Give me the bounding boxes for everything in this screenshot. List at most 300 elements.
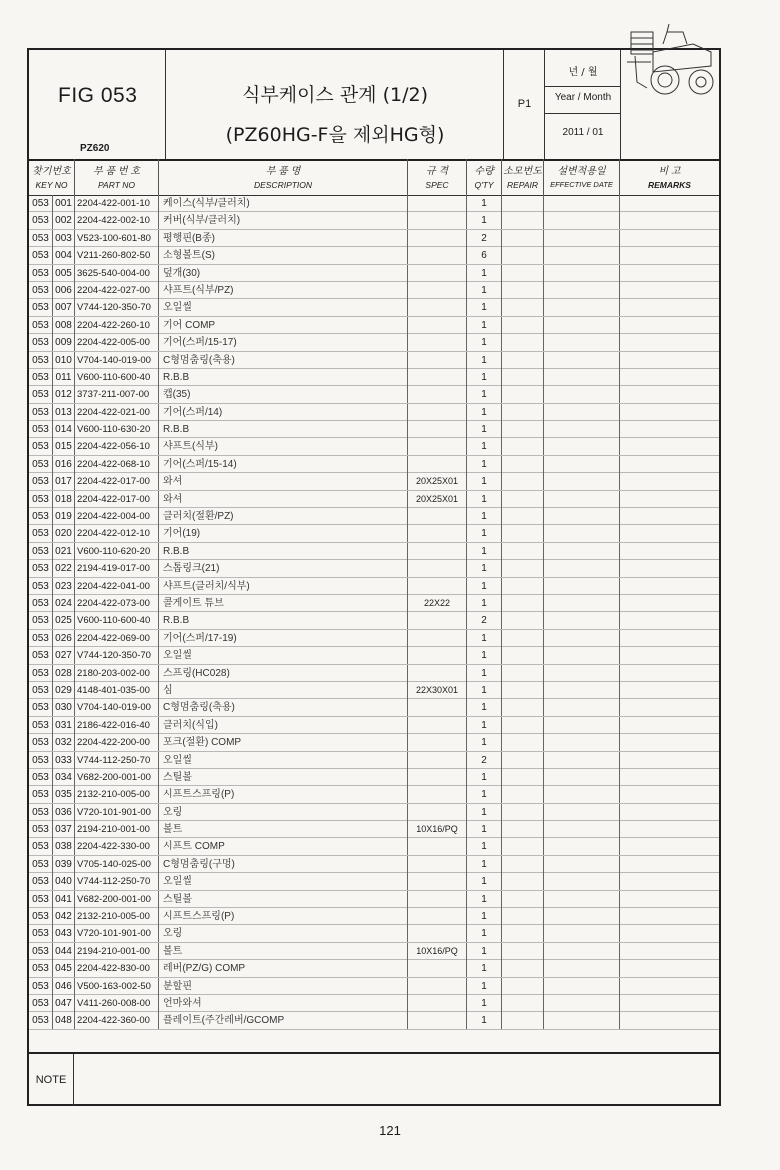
key-cell: 028 (53, 665, 75, 682)
remarks-cell (620, 578, 719, 595)
remarks-cell (620, 299, 719, 316)
key-cell: 037 (53, 821, 75, 838)
table-row (29, 508, 719, 525)
effective-date-cell (544, 543, 620, 560)
repair-cell (502, 717, 544, 734)
key-cell: 041 (53, 891, 75, 908)
key-cell: 006 (53, 282, 75, 299)
repair-cell (502, 682, 544, 699)
fig-cell: 053 (29, 682, 53, 699)
fig-cell: 053 (29, 734, 53, 751)
effective-date-cell (544, 560, 620, 577)
description-cell: 스틸볼 (159, 769, 408, 786)
key-cell: 001 (53, 195, 75, 212)
description-cell: 케이스(식부/클러치) (159, 195, 408, 212)
spec-cell (408, 560, 467, 577)
qty-cell: 1 (467, 1012, 502, 1029)
remarks-cell (620, 752, 719, 769)
remarks-cell (620, 769, 719, 786)
key-cell: 035 (53, 786, 75, 803)
effective-date-cell (544, 908, 620, 925)
description-cell: 스프링(HC028) (159, 665, 408, 682)
description-cell: C형멈춤링(축용) (159, 699, 408, 716)
spec-cell (408, 891, 467, 908)
repair-cell (502, 925, 544, 942)
table-row (29, 543, 719, 560)
fig-cell: 053 (29, 404, 53, 421)
key-cell: 014 (53, 421, 75, 438)
qty-cell: 1 (467, 786, 502, 803)
part-no-cell: V720-101-901-00 (75, 925, 159, 942)
effective-date-cell (544, 404, 620, 421)
date-cell (545, 50, 621, 159)
key-cell: 042 (53, 908, 75, 925)
repair-cell (502, 456, 544, 473)
description-cell: 오링 (159, 804, 408, 821)
repair-cell (502, 212, 544, 229)
description-cell: 포크(절환) COMP (159, 734, 408, 751)
description-cell: 볼트 (159, 943, 408, 960)
qty-cell: 1 (467, 212, 502, 229)
spec-cell (408, 282, 467, 299)
table-row (29, 334, 719, 351)
fig-cell: 053 (29, 265, 53, 282)
fig-cell: 053 (29, 525, 53, 542)
remarks-cell (620, 543, 719, 560)
qty-cell: 1 (467, 925, 502, 942)
table-row (29, 473, 719, 490)
spec-cell (408, 352, 467, 369)
part-no-cell: 2204-422-360-00 (75, 1012, 159, 1029)
description-cell: 오일씰 (159, 752, 408, 769)
effective-date-cell (544, 821, 620, 838)
repair-cell (502, 786, 544, 803)
table-row (29, 612, 719, 629)
spec-cell (408, 369, 467, 386)
key-cell: 048 (53, 1012, 75, 1029)
effective-date-cell (544, 734, 620, 751)
part-no-cell: 3737-211-007-00 (75, 386, 159, 403)
repair-cell (502, 699, 544, 716)
repair-cell (502, 838, 544, 855)
part-no-cell: 2132-210-005-00 (75, 908, 159, 925)
key-cell: 005 (53, 265, 75, 282)
qty-cell: 1 (467, 891, 502, 908)
table-row (29, 769, 719, 786)
part-no-cell: V600-110-600-40 (75, 369, 159, 386)
effective-date-cell (544, 856, 620, 873)
repair-cell (502, 943, 544, 960)
remarks-cell (620, 717, 719, 734)
description-cell: R.B.B (159, 421, 408, 438)
qty-cell: 6 (467, 247, 502, 264)
key-cell: 004 (53, 247, 75, 264)
description-cell: 시프트스프링(P) (159, 908, 408, 925)
repair-cell (502, 404, 544, 421)
part-no-cell: V704-140-019-00 (75, 352, 159, 369)
spec-cell (408, 456, 467, 473)
key-cell: 040 (53, 873, 75, 890)
qty-cell: 1 (467, 578, 502, 595)
part-no-cell: 2194-210-001-00 (75, 821, 159, 838)
rice-transplanter-icon (623, 22, 719, 106)
spec-cell (408, 299, 467, 316)
col-spec: 규 격 SPEC (408, 159, 467, 195)
remarks-cell (620, 699, 719, 716)
qty-cell: 1 (467, 908, 502, 925)
fig-cell: 053 (29, 821, 53, 838)
title-cell (166, 50, 504, 159)
description-cell: 기어 COMP (159, 317, 408, 334)
description-cell: 평행핀(B종) (159, 230, 408, 247)
qty-cell: 1 (467, 491, 502, 508)
description-cell: 샤프트(클러치/식부) (159, 578, 408, 595)
repair-cell (502, 752, 544, 769)
fig-cell: 053 (29, 856, 53, 873)
remarks-cell (620, 352, 719, 369)
repair-cell (502, 908, 544, 925)
table-row (29, 282, 719, 299)
fig-cell: 053 (29, 752, 53, 769)
col-qty: 수량 Q'TY (467, 159, 502, 195)
table-row (29, 491, 719, 508)
model-label: PZ620 (80, 143, 110, 154)
table-row (29, 525, 719, 542)
description-cell: C형멈춤링(축용) (159, 352, 408, 369)
remarks-cell (620, 195, 719, 212)
qty-cell: 1 (467, 525, 502, 542)
repair-cell (502, 578, 544, 595)
spec-cell: 22X22 (408, 595, 467, 612)
effective-date-cell (544, 334, 620, 351)
qty-cell: 1 (467, 682, 502, 699)
table-row (29, 647, 719, 664)
fig-cell: 053 (29, 543, 53, 560)
effective-date-cell (544, 491, 620, 508)
effective-date-cell (544, 1012, 620, 1029)
remarks-cell (620, 334, 719, 351)
spec-cell (408, 873, 467, 890)
spec-cell (408, 804, 467, 821)
remarks-cell (620, 369, 719, 386)
table-row (29, 699, 719, 716)
spec-cell (408, 925, 467, 942)
qty-cell: 1 (467, 595, 502, 612)
spec-cell (408, 317, 467, 334)
effective-date-cell (544, 873, 620, 890)
spec-cell (408, 525, 467, 542)
key-cell: 046 (53, 978, 75, 995)
repair-cell (502, 647, 544, 664)
qty-cell: 1 (467, 404, 502, 421)
table-row (29, 404, 719, 421)
effective-date-cell (544, 665, 620, 682)
repair-cell (502, 195, 544, 212)
spec-cell (408, 265, 467, 282)
key-cell: 045 (53, 960, 75, 977)
table-row (29, 212, 719, 229)
remarks-cell (620, 282, 719, 299)
remarks-cell (620, 595, 719, 612)
part-no-cell: V600-110-630-20 (75, 421, 159, 438)
part-no-cell: 2194-419-017-00 (75, 560, 159, 577)
table-row (29, 247, 719, 264)
fig-cell: 053 (29, 925, 53, 942)
effective-date-cell (544, 786, 620, 803)
remarks-cell (620, 682, 719, 699)
key-cell: 024 (53, 595, 75, 612)
part-no-cell: 2204-422-056-10 (75, 438, 159, 455)
key-cell: 022 (53, 560, 75, 577)
effective-date-cell (544, 438, 620, 455)
qty-cell: 1 (467, 421, 502, 438)
remarks-cell (620, 838, 719, 855)
spec-cell (408, 612, 467, 629)
repair-cell (502, 525, 544, 542)
remarks-cell (620, 508, 719, 525)
spec-cell (408, 421, 467, 438)
spec-cell (408, 769, 467, 786)
spec-cell (408, 752, 467, 769)
remarks-cell (620, 978, 719, 995)
table-row (29, 369, 719, 386)
table-row (29, 230, 719, 247)
fig-cell: 053 (29, 282, 53, 299)
key-cell: 032 (53, 734, 75, 751)
description-cell: 캡(35) (159, 386, 408, 403)
effective-date-cell (544, 230, 620, 247)
fig-cell: 053 (29, 978, 53, 995)
effective-date-cell (544, 925, 620, 942)
description-cell: C형멈춤링(구멍) (159, 856, 408, 873)
year-month-en: Year / Month (554, 92, 612, 103)
fig-cell: 053 (29, 699, 53, 716)
page-subtitle: (PZ60HG-F을 제외HG형) (225, 124, 445, 146)
part-no-cell: V744-120-350-70 (75, 299, 159, 316)
description-cell: 덮개(30) (159, 265, 408, 282)
fig-cell: 053 (29, 230, 53, 247)
header (29, 50, 719, 161)
spec-cell (408, 438, 467, 455)
qty-cell: 1 (467, 804, 502, 821)
remarks-cell (620, 856, 719, 873)
repair-cell (502, 769, 544, 786)
fig-label: FIG 053 (58, 84, 138, 107)
repair-cell (502, 438, 544, 455)
remarks-cell (620, 630, 719, 647)
part-no-cell: 2204-422-002-10 (75, 212, 159, 229)
fig-cell: 053 (29, 717, 53, 734)
key-cell: 013 (53, 404, 75, 421)
col-description: 부 품 명 DESCRIPTION (159, 159, 408, 195)
part-no-cell: 2204-422-068-10 (75, 456, 159, 473)
effective-date-cell (544, 299, 620, 316)
remarks-cell (620, 925, 719, 942)
repair-cell (502, 995, 544, 1012)
column-header-row (29, 159, 719, 196)
page-id: P1 (517, 98, 532, 110)
fig-cell: 053 (29, 195, 53, 212)
qty-cell: 1 (467, 265, 502, 282)
effective-date-cell (544, 752, 620, 769)
fig-cell: 053 (29, 804, 53, 821)
col-effective-date: 설변적용일 EFFECTIVE DATE (544, 159, 620, 195)
repair-cell (502, 317, 544, 334)
key-cell: 020 (53, 525, 75, 542)
table-row (29, 925, 719, 942)
page-title: 식부케이스 관계 (1/2) (242, 84, 428, 106)
repair-cell (502, 334, 544, 351)
spec-cell (408, 647, 467, 664)
effective-date-cell (544, 769, 620, 786)
spec-cell (408, 734, 467, 751)
fig-cell: 053 (29, 630, 53, 647)
remarks-cell (620, 943, 719, 960)
description-cell: 기어(스퍼/17-19) (159, 630, 408, 647)
fig-cell: 053 (29, 786, 53, 803)
description-cell: 분할핀 (159, 978, 408, 995)
description-cell: 클러치(식입) (159, 717, 408, 734)
table-row (29, 421, 719, 438)
key-cell: 018 (53, 491, 75, 508)
repair-cell (502, 612, 544, 629)
key-cell: 030 (53, 699, 75, 716)
spec-cell: 20X25X01 (408, 473, 467, 490)
effective-date-cell (544, 247, 620, 264)
table-row (29, 352, 719, 369)
description-cell: 기어(19) (159, 525, 408, 542)
fig-cell: 053 (29, 299, 53, 316)
description-cell: 플레이트(주간레버/GCOMP (159, 1012, 408, 1029)
repair-cell (502, 1012, 544, 1029)
fig-cell: 053 (29, 665, 53, 682)
repair-cell (502, 630, 544, 647)
table-row (29, 1012, 719, 1029)
repair-cell (502, 595, 544, 612)
spec-cell (408, 786, 467, 803)
description-cell: 시프트 COMP (159, 838, 408, 855)
description-cell: 클러치(절환/PZ) (159, 508, 408, 525)
part-no-cell: V744-120-350-70 (75, 647, 159, 664)
qty-cell: 1 (467, 647, 502, 664)
qty-cell: 1 (467, 456, 502, 473)
fig-cell: 053 (29, 612, 53, 629)
effective-date-cell (544, 630, 620, 647)
fig-cell: 053 (29, 491, 53, 508)
spec-cell: 10X16/PQ (408, 943, 467, 960)
description-cell: R.B.B (159, 543, 408, 560)
note-section (29, 1052, 719, 1106)
key-cell: 002 (53, 212, 75, 229)
remarks-cell (620, 525, 719, 542)
fig-cell: 053 (29, 456, 53, 473)
description-cell: R.B.B (159, 612, 408, 629)
table-row (29, 804, 719, 821)
col-part-no: 부 품 번 호 PART NO (75, 159, 159, 195)
table-row (29, 317, 719, 334)
effective-date-cell (544, 804, 620, 821)
part-no-cell: 2204-422-260-10 (75, 317, 159, 334)
effective-date-cell (544, 525, 620, 542)
effective-date-cell (544, 960, 620, 977)
part-no-cell: 2204-422-330-00 (75, 838, 159, 855)
table-row (29, 891, 719, 908)
remarks-cell (620, 960, 719, 977)
table-row (29, 786, 719, 803)
table-row (29, 265, 719, 282)
fig-cell: 053 (29, 647, 53, 664)
effective-date-cell (544, 508, 620, 525)
part-no-cell: V500-163-002-50 (75, 978, 159, 995)
part-no-cell: V523-100-601-80 (75, 230, 159, 247)
part-no-cell: V600-110-600-40 (75, 612, 159, 629)
description-cell: 콜게이트 튜브 (159, 595, 408, 612)
repair-cell (502, 804, 544, 821)
description-cell: 소형볼트(S) (159, 247, 408, 264)
fig-cell: 053 (29, 838, 53, 855)
repair-cell (502, 873, 544, 890)
qty-cell: 1 (467, 838, 502, 855)
effective-date-cell (544, 369, 620, 386)
repair-cell (502, 299, 544, 316)
part-no-cell: 2204-422-830-00 (75, 960, 159, 977)
repair-cell (502, 960, 544, 977)
spec-cell (408, 699, 467, 716)
part-no-cell: V744-112-250-70 (75, 752, 159, 769)
effective-date-cell (544, 578, 620, 595)
description-cell: 기어(스퍼/14) (159, 404, 408, 421)
key-cell: 047 (53, 995, 75, 1012)
part-no-cell: 2194-210-001-00 (75, 943, 159, 960)
spec-cell (408, 630, 467, 647)
qty-cell: 1 (467, 873, 502, 890)
qty-cell: 1 (467, 995, 502, 1012)
spec-cell (408, 978, 467, 995)
table-row (29, 752, 719, 769)
effective-date-cell (544, 421, 620, 438)
table-row (29, 595, 719, 612)
qty-cell: 1 (467, 543, 502, 560)
part-no-cell: 2204-422-021-00 (75, 404, 159, 421)
parts-list-frame (27, 48, 721, 1106)
spec-cell (408, 508, 467, 525)
key-cell: 021 (53, 543, 75, 560)
spec-cell (408, 665, 467, 682)
description-cell: 볼트 (159, 821, 408, 838)
fig-cell: 053 (29, 769, 53, 786)
fig-cell: 053 (29, 508, 53, 525)
qty-cell: 1 (467, 317, 502, 334)
part-no-cell: V600-110-620-20 (75, 543, 159, 560)
description-cell: 기어(스퍼/15-14) (159, 456, 408, 473)
repair-cell (502, 821, 544, 838)
effective-date-cell (544, 943, 620, 960)
part-no-cell: 2204-422-073-00 (75, 595, 159, 612)
repair-cell (502, 508, 544, 525)
year-month-kr: 년 / 월 (568, 67, 598, 78)
page-id-cell (504, 50, 545, 159)
key-cell: 003 (53, 230, 75, 247)
remarks-cell (620, 647, 719, 664)
qty-cell: 1 (467, 943, 502, 960)
qty-cell: 1 (467, 334, 502, 351)
part-no-cell: 2204-422-001-10 (75, 195, 159, 212)
remarks-cell (620, 891, 719, 908)
key-cell: 027 (53, 647, 75, 664)
part-no-cell: V744-112-250-70 (75, 873, 159, 890)
qty-cell: 2 (467, 752, 502, 769)
fig-cell: 053 (29, 560, 53, 577)
